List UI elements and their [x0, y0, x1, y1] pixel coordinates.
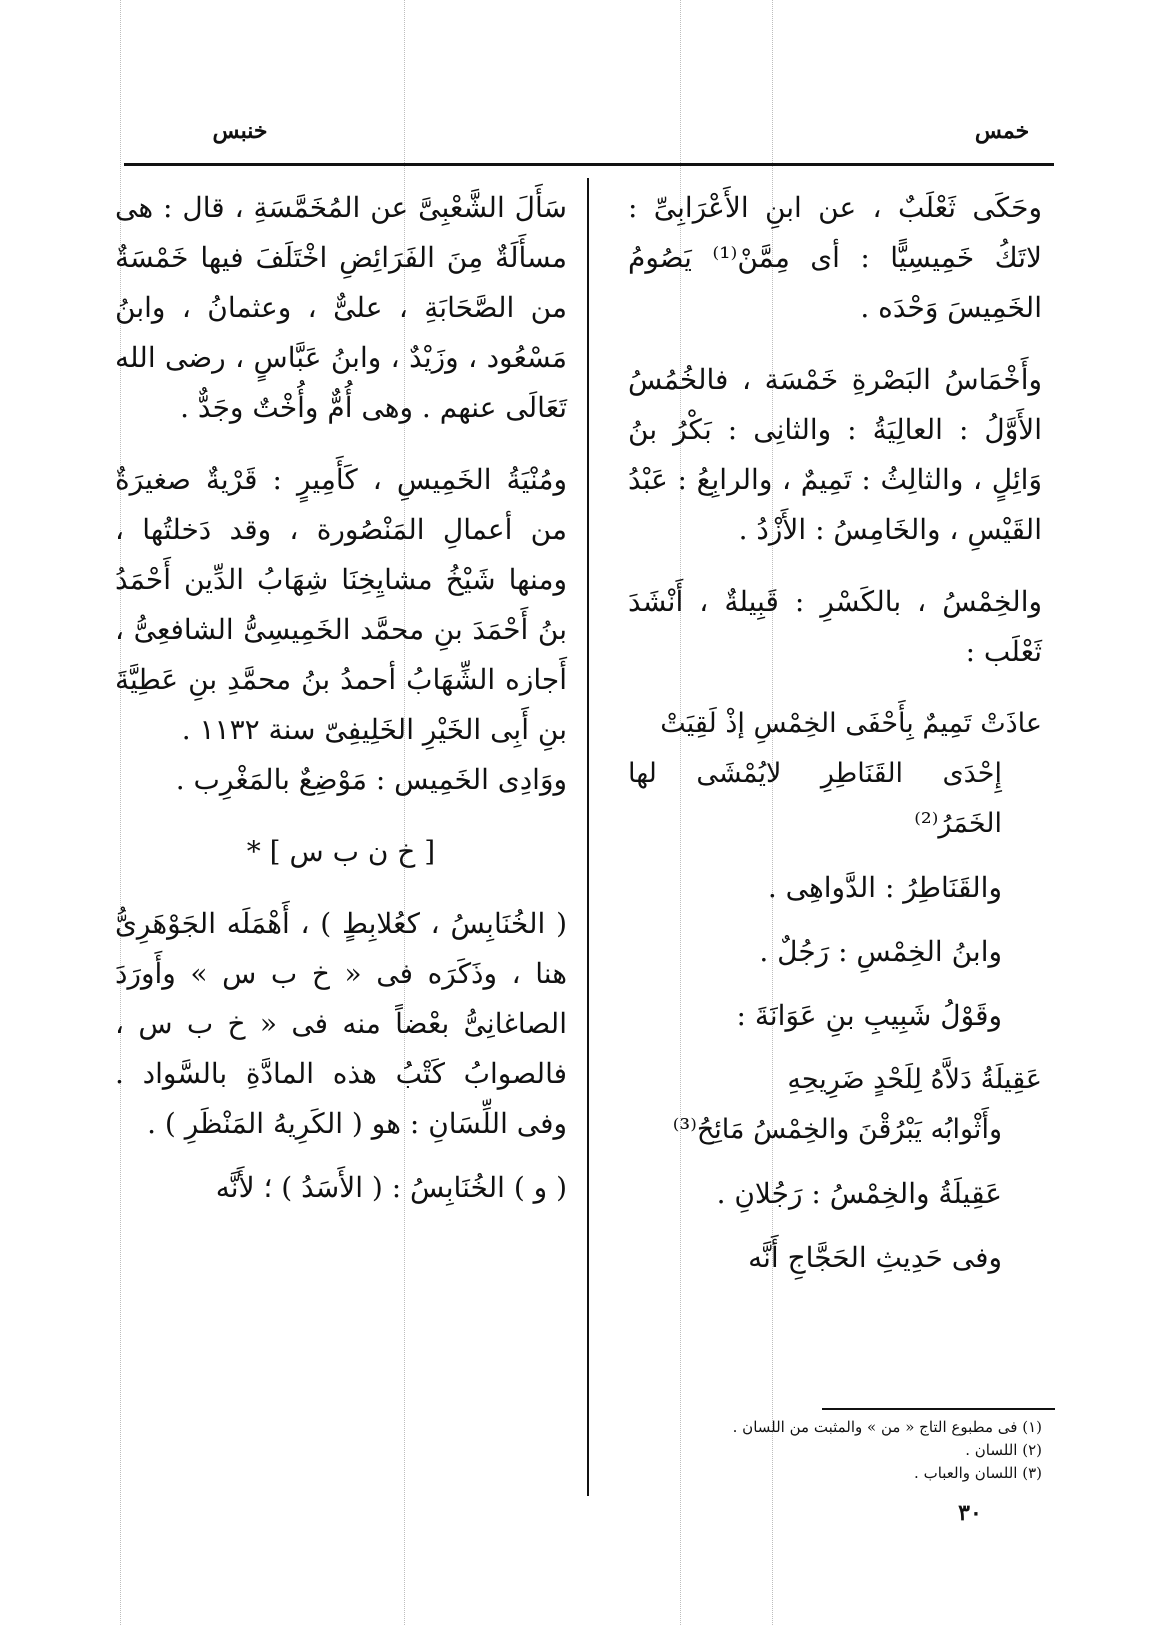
right-column — [628, 183, 1042, 1283]
paragraph: ( و ) الخُنَابِسُ : ( الأَسَدُ ) ؛ لأَنَّه — [215, 1171, 567, 1204]
header-rule — [124, 163, 1054, 166]
section-heading: [ خ ن ب س ] * — [246, 835, 436, 868]
paragraph: والقَنَاطِرُ : الدَّواهِى . — [767, 871, 1002, 904]
verse-line: عَقِيلَةُ دَلاَّهُ لِلَحْدٍ ضَرِيحِهِ — [787, 1064, 1042, 1095]
footnote: (١) فى مطبوع التاج « من » والمثبت من اللسان . — [732, 1418, 1042, 1436]
paragraph: ( الخُنَابِسُ ، كعُلابِطٍ ) ، أَهْمَلَه الجَوْهَرِىُّ هنا ، وذَكَرَه فى « خ ب س » وأَورَدَ الصاغانِىُّ بعْضاً منه فى « خ ب س ، فالصوابُ كَتْبُ هذه المادَّةِ بالسَّواد . وفى اللِّسَانِ : هو ( الكَرِيهُ المَنْظَرِ ) . — [115, 907, 567, 1140]
left-column — [115, 183, 567, 1213]
page-number: ٣٠ — [958, 1500, 982, 1526]
verse-line: عاذَتْ تَمِيمٌ بِأَحْفَى الخِمْسِ إذْ لَقِيَتْ — [660, 708, 1042, 739]
running-header-right: خمس — [974, 118, 1030, 144]
paragraph: وحَكَى ثَعْلَبٌ ، عن ابنِ الأَعْرَابِىِّ : لاتَكُ خَمِيسِيًّا : أى مِمَّنْ⁽¹⁾ يَصُومُ الخَمِيسَ وَحْدَه . — [628, 191, 1042, 324]
paragraph: عَقِيلَةُ والخِمْسُ : رَجُلانِ . — [716, 1177, 1002, 1210]
footnote: (٣) اللسان والعباب . — [914, 1464, 1042, 1482]
paragraph: سَأَلَ الشَّعْبِىَّ عن المُخَمَّسَةِ ، قال : هى مسأَلَةٌ مِنَ الفَرَائِضِ اخْتَلَفَ فيها خَمْسَةٌ من الصَّحَابَةِ ، علىٌّ ، وعثمانُ ، وابنُ مَسْعُود ، وزَيْدٌ ، وابنُ عَبَّاسٍ ، رضى الله تَعَالَى عنهم . وهى أُمٌّ وأُخْتٌ وجَدٌّ . — [115, 191, 567, 424]
footnote-rule — [822, 1408, 1055, 1410]
paragraph: والخِمْسُ ، بالكَسْرِ : قَبِيلةٌ ، أَنْشَدَ ثَعْلَب : — [628, 585, 1042, 668]
footnote: (٢) اللسان . — [965, 1441, 1042, 1459]
verse-line: إِحْدَى القَنَاطِرِ لايُمْشَى لها الخَمَرُ⁽²⁾ — [628, 758, 1002, 839]
paragraph: وقَوْلُ شَبِيبِ بنِ عَوَانَةَ : — [736, 999, 1002, 1032]
paragraph: وأَخْمَاسُ البَصْرةِ خَمْسَة ، فالخُمُسُ الأَوَّلُ : العالِيَةُ : والثانِى : بَكْرُ بنُ وَائِلٍ ، والثالِثُ : تَمِيمٌ ، والرابِعُ : عَبْدُ القَيْسِ ، والخَامِسُ : الأَزْدُ . — [628, 363, 1042, 546]
column-divider — [587, 178, 589, 1496]
paragraph: ومُنْيَةُ الخَمِيسِ ، كَأَمِيرٍ : قَرْيةٌ صغيرَةٌ من أعمالِ المَنْصُورة ، وقد دَخلتُها ، ومنها شَيْخُ مشايِخِنَا شِهَابُ الدِّين أَحْمَدُ بنُ أَحْمَدَ بنِ محمَّد الخَمِيسِىُّ الشافعِىُّ ، أَجازه الشِّهَابُ أحمدُ بنُ محمَّدِ بنِ عَطِيَّةَ بنِ أَبِى الخَيْرِ الخَلِيفِىّ سنة ١١٣٢ . — [115, 463, 567, 746]
footnotes — [700, 1416, 1042, 1485]
paragraph: وفى حَدِيثِ الحَجَّاجِ أَنَّه — [748, 1241, 1002, 1274]
paragraph: ووَادِى الخَمِيس : مَوْضِعٌ بالمَغْرِب . — [175, 763, 567, 796]
paragraph: وابنُ الخِمْسِ : رَجُلٌ . — [759, 935, 1002, 968]
running-header-left: خنبس — [212, 118, 268, 144]
verse-line: وأَثْوابُه يَبْرُقْنَ والخِمْسُ مَائِحُ⁽³⁾ — [672, 1114, 1002, 1145]
